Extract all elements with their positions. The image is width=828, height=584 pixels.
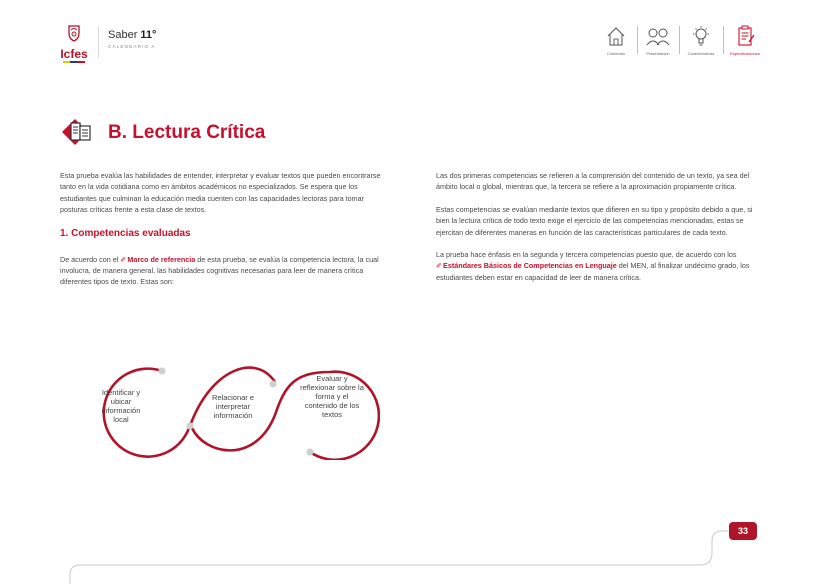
- paragraph-text: La prueba hace énfasis en la segunda y tercera competencias puesto que, de acuerdo con los: [436, 250, 737, 260]
- stage-label-evaluar: Evaluar y reflexionar sobre la forma y el contenido de los textos: [300, 374, 364, 419]
- nav-label: Contenido: [606, 51, 626, 56]
- stage-label-identificar: Identificar y ubicar información local: [101, 388, 141, 424]
- paragraph-text: del MEN, al finalizar undécimo grado, los estudiantes deben estar en capacidad de leer de manera crítica.: [436, 261, 750, 282]
- page-number-badge: 33: [729, 522, 757, 540]
- nav-label: Características: [687, 51, 715, 56]
- link-icon: ✐: [436, 261, 443, 271]
- nav-label: Presentación: [646, 51, 670, 56]
- stage-label-relacionar: Relacionar e interpretar información: [211, 393, 255, 420]
- subheading-competencias: 1. Competencias evaluadas: [60, 227, 191, 239]
- brand-title-strong: 11°: [140, 29, 157, 41]
- paragraph-text: de esta prueba, se evalúa la competencia lectora, la cual involucra, de manera general, las habilidades cognitivas necesarias para leer de manera crítica diferentes tipos de texto. Estas son:: [60, 254, 379, 287]
- right-paragraph-2: Estas competencias se evalúan mediante textos que difieren en su tipo y propósito debido a que, si bien la lectura crítica de todo texto exige el ejercicio de las competencias mencionadas, estas se ejercitan de diferentes maneras en función de las características particulares de cada texto.: [436, 204, 753, 237]
- link-text: Estándares Básicos de Competencias en Lenguaje: [443, 261, 617, 271]
- link-text: Marco de referencia: [127, 254, 196, 264]
- right-paragraph-1: Las dos primeras competencias se refieren a la comprensión del contenido de un texto, ya sea del ámbito local o global, mientras que, la tercera se refiere a la aproximación propiamente crítica.: [436, 171, 750, 192]
- brand-subtitle: CALENDARIO A: [108, 44, 156, 49]
- intro-paragraph: Esta prueba evalúa las habilidades de entender, interpretar y evaluar textos que pueden encontrarse tanto en la vida cotidiana como en ámbitos académicos no especializados. Se espera que los estudiantes que culminan la educación media cuenten con las capacidades lectoras para tomar posturas críticas frente a esta clase de textos.: [60, 171, 381, 215]
- paragraph-text: De acuerdo con el: [60, 254, 121, 264]
- link-icon: ✐: [120, 254, 127, 264]
- logo-text: Icfes: [60, 47, 88, 61]
- section-title: B. Lectura Crítica: [108, 122, 266, 143]
- brand-title-prefix: Saber: [108, 29, 138, 41]
- nav-label: Especificaciones: [730, 51, 760, 56]
